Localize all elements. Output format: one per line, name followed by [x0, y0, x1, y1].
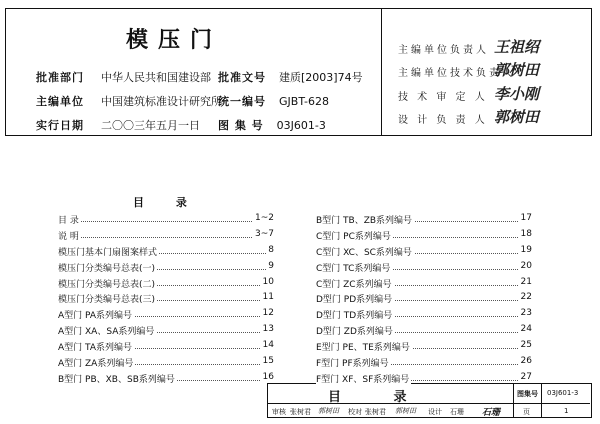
toc-entry-title: F型门 PF系列编号 [316, 356, 391, 369]
toc-entry [316, 323, 532, 339]
toc-entry-title: C型门 ZC系列编号 [316, 277, 394, 290]
handwritten-signature: 郭树田 [494, 108, 540, 126]
toc-entry-title: F型门 XF、SF系列编号 [316, 372, 411, 385]
meta-value: 建质[2003]74号 [279, 71, 363, 84]
toc-entry-title: E型门 PE、TE系列编号 [316, 340, 412, 353]
meta-label: 批准文号 [218, 71, 266, 84]
toc-entry-page: 18 [520, 228, 532, 239]
toc-entry-title: D型门 ZD系列编号 [316, 324, 395, 337]
dot-leader [58, 221, 274, 222]
header-divider [381, 9, 382, 135]
toc-entry-page: 21 [520, 276, 532, 287]
meta-label: 实行日期 [36, 119, 84, 132]
signatory-role: 主编单位负责人 [398, 45, 489, 56]
toc-entry-title: B型门 TB、ZB系列编号 [316, 213, 414, 226]
toc-entry [58, 323, 274, 339]
toc-entry [58, 291, 274, 307]
toc-entry-page: 16 [262, 371, 274, 382]
drawing-sheet [5, 8, 592, 418]
toc-entry-title: 说 明 [58, 229, 81, 242]
toc-entry-page: 10 [262, 276, 274, 287]
handwritten-signature: 石珊 [482, 408, 501, 418]
meta-row-editor-unit [36, 93, 222, 109]
atlas-label: 图集号 [517, 390, 538, 398]
toc-entry-title: C型门 TC系列编号 [316, 261, 392, 274]
toc-entry-page: 27 [520, 371, 532, 382]
toc-entry [316, 212, 532, 228]
toc-column-left [58, 212, 274, 387]
toc-entry [58, 339, 274, 355]
header-block [5, 8, 592, 136]
meta-value: 二〇〇三年五月一日 [101, 119, 200, 132]
toc-entry-page: 3~7 [255, 228, 274, 239]
toc-entry-page: 15 [262, 356, 274, 367]
title-block [267, 383, 592, 418]
toc-entry-title: 模压门分类编号总表(三) [58, 292, 157, 305]
toc-entry [316, 276, 532, 292]
meta-value: 中国建筑标准设计研究所 [101, 95, 222, 108]
designer-name: 石珊 [450, 408, 464, 416]
toc-entry [58, 212, 274, 228]
toc-entry-title: A型门 PA系列编号 [58, 308, 134, 321]
atlas-number: 03J601-3 [547, 389, 579, 397]
toc-entry [58, 307, 274, 323]
handwritten-signature: 郭树田 [494, 61, 540, 79]
toc-entry [58, 355, 274, 371]
toc-entry-page: 25 [520, 340, 532, 351]
toc-entry [316, 228, 532, 244]
meta-row-unified-no [218, 93, 329, 109]
toc-heading: 目 录 [133, 196, 201, 209]
toc-entry-title: 模压门分类编号总表(一) [58, 261, 157, 274]
review-label: 审核 [272, 408, 286, 416]
handwritten-signature: 郭树田 [395, 407, 416, 415]
signatory-role: 技 术 审 定 人 [398, 92, 488, 103]
toc-entry-page: 20 [520, 260, 532, 271]
meta-row-atlas-no [218, 117, 326, 133]
handwritten-signature: 王祖绍 [494, 38, 540, 56]
meta-value: GJBT-628 [279, 95, 329, 108]
toc-entry [58, 260, 274, 276]
toc-entry [58, 228, 274, 244]
toc-column-right [316, 212, 532, 387]
meta-label: 统一编号 [218, 95, 266, 108]
meta-value: 中华人民共和国建设部 [101, 71, 211, 84]
toc-entry-page: 8 [268, 244, 274, 255]
toc-entry-title: B型门 PB、XB、SB系列编号 [58, 372, 177, 385]
meta-row-effective-date [36, 117, 200, 133]
toc-entry-page: 19 [520, 244, 532, 255]
toc-entry-title: D型门 PD系列编号 [316, 292, 394, 305]
toc-entry-page: 17 [520, 213, 532, 223]
toc-entry [316, 244, 532, 260]
sheet-name: 目 录 [328, 390, 431, 405]
toc-entry-page: 9 [268, 260, 274, 271]
toc-entry-page: 23 [520, 308, 532, 319]
meta-row-approval-no [218, 69, 363, 85]
signatory-role: 主编单位技术负责人 [398, 68, 515, 79]
toc-entry [58, 276, 274, 292]
toc-entry-page: 14 [262, 340, 274, 351]
meta-value: 03J601-3 [276, 119, 326, 132]
toc-entry-title: C型门 PC系列编号 [316, 229, 393, 242]
toc-entry [316, 339, 532, 355]
handwritten-signature: 李小刚 [494, 85, 540, 103]
atlas-title: 模压门 [126, 28, 223, 53]
meta-label: 图 集 号 [218, 119, 264, 132]
toc-entry [316, 355, 532, 371]
toc-entry-page: 24 [520, 324, 532, 335]
meta-label: 主编单位 [36, 95, 84, 108]
toc-entry-title: A型门 TA系列编号 [58, 340, 134, 353]
toc-entry-page: 13 [262, 324, 274, 335]
toc-entry-page: 1~2 [255, 213, 274, 223]
checker-name: 张树君 [365, 408, 386, 416]
design-label: 设计 [428, 408, 442, 416]
toc-entry-title: 目 录 [58, 213, 81, 226]
page-label: 页 [523, 408, 530, 416]
handwritten-signature: 郭树田 [318, 407, 339, 415]
check-label: 校对 [348, 408, 362, 416]
toc-entry-page: 12 [262, 308, 274, 319]
toc-entry-title: D型门 TD系列编号 [316, 308, 394, 321]
toc-entry-page: 26 [520, 356, 532, 367]
toc-entry-title: 模压门基本门扇图案样式 [58, 245, 159, 258]
reviewer-name: 张树君 [290, 408, 311, 416]
toc-entry [316, 307, 532, 323]
signatory-role: 设 计 负 责 人 [398, 115, 488, 126]
meta-label: 批准部门 [36, 71, 84, 84]
meta-row-approval-dept [36, 69, 211, 85]
toc-entry-page: 22 [520, 292, 532, 303]
toc-entry [58, 371, 274, 387]
toc-entry-title: A型门 ZA系列编号 [58, 356, 135, 369]
dot-leader [58, 237, 274, 238]
toc-entry [316, 291, 532, 307]
page-number: 1 [564, 407, 569, 415]
toc-entry-title: 模压门分类编号总表(二) [58, 277, 157, 290]
toc-entry-title: C型门 XC、SC系列编号 [316, 245, 414, 258]
toc-entry-title: A型门 XA、SA系列编号 [58, 324, 156, 337]
toc-entry-page: 11 [262, 292, 274, 303]
toc-entry [316, 260, 532, 276]
toc-entry [58, 244, 274, 260]
